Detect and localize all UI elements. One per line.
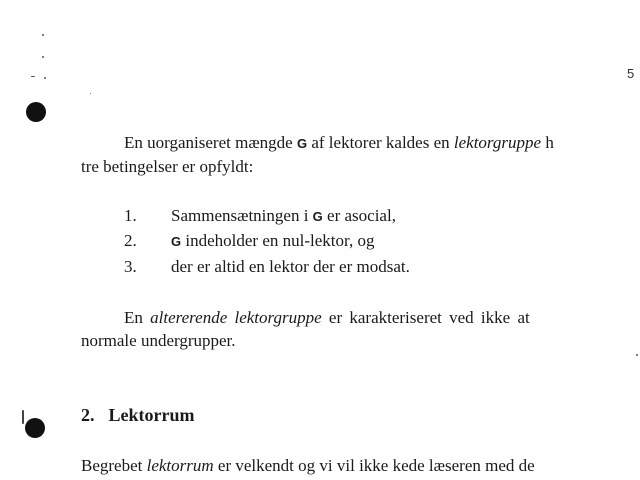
section-title: Lektorrum (108, 405, 195, 425)
g-symbol: G (312, 209, 323, 224)
para3-line1: Begrebet lektorrum er velkendt og vi vil ikke kede læseren med de (81, 456, 535, 475)
condition-text: G indeholder en nul-lektor, og (171, 231, 375, 250)
scan-speck (90, 93, 91, 94)
section-number: 2. (81, 405, 95, 425)
scan-speck (42, 56, 44, 58)
para2-line2: normale undergrupper. (81, 331, 236, 350)
scan-speck (44, 77, 46, 79)
para1-line1: En uorganiseret mængde G af lektorer kaldes en lektorgruppe h (124, 133, 554, 152)
g-symbol: G (171, 234, 182, 249)
condition-text: Sammensætningen i G er asocial, (171, 206, 396, 225)
condition-number: 2. (124, 231, 137, 250)
condition-number: 3. (124, 257, 137, 276)
g-symbol: G (296, 136, 308, 151)
term-lektorrum: lektorrum (146, 456, 214, 475)
punch-hole-bottom (25, 418, 45, 438)
para2-line1: En altererende lektorgruppe er karakteriseret ved ikke at (124, 308, 530, 327)
condition-number: 1. (124, 206, 137, 225)
scan-speck (42, 34, 44, 36)
condition-text: der er altid en lektor der er modsat. (171, 257, 410, 276)
scan-speck (31, 76, 35, 77)
page-number: 5 (627, 66, 635, 81)
para1-line2: tre betingelser er opfyldt: (81, 157, 254, 176)
section-heading (81, 404, 194, 426)
scan-speck (636, 354, 638, 356)
term-altererende-lektorgruppe: altererende lektorgruppe (150, 308, 322, 327)
scan-speck (22, 410, 24, 424)
punch-hole-top (26, 102, 46, 122)
term-lektorgruppe: lektorgruppe (453, 133, 542, 152)
